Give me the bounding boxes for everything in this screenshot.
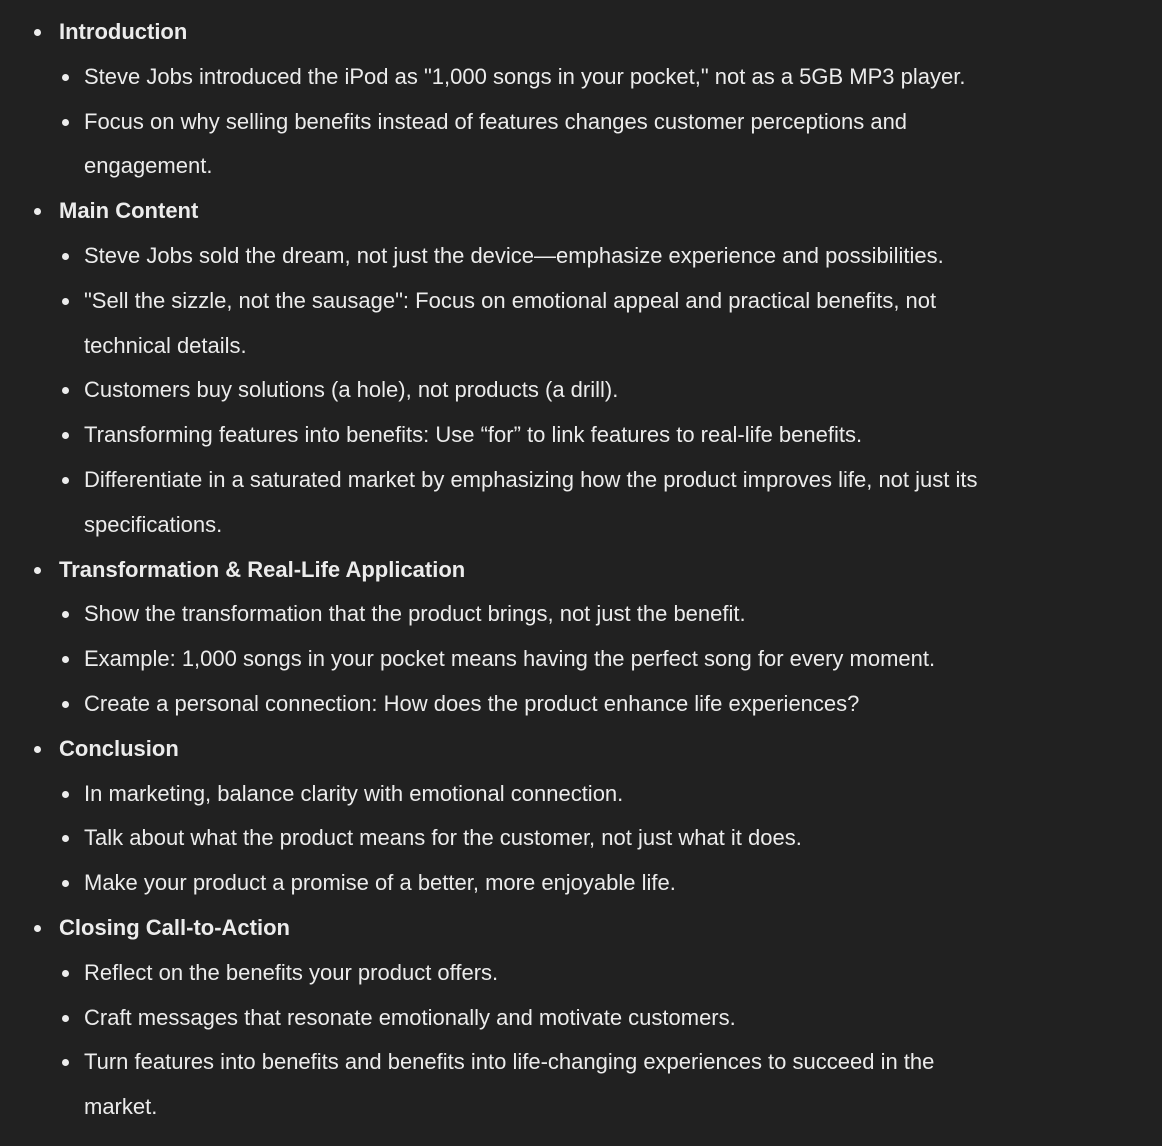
bullet-icon (62, 1015, 69, 1022)
list-item (0, 951, 994, 996)
bullet-icon (62, 611, 69, 618)
list-item (0, 234, 994, 279)
outline-section (0, 10, 994, 189)
outline-section (0, 548, 994, 727)
outline-section (0, 906, 994, 1130)
list-item (0, 996, 994, 1041)
list-item (0, 1040, 994, 1130)
bullet-icon (34, 208, 41, 215)
list-item-text: Steve Jobs introduced the iPod as "1,000 songs in your pocket," not as a 5GB MP3 player. (84, 63, 966, 89)
section-title-row (0, 189, 994, 234)
list-item-text: Reflect on the benefits your product offers. (84, 959, 499, 985)
section-title: Introduction (59, 19, 188, 44)
list-item-text: Customers buy solutions (a hole), not products (a drill). (84, 377, 619, 403)
list-item (0, 637, 994, 682)
bullet-icon (62, 253, 69, 260)
bullet-icon (62, 970, 69, 977)
list-item (0, 772, 994, 817)
list-item (0, 368, 994, 413)
list-item (0, 55, 994, 100)
list-item-text: Example: 1,000 songs in your pocket means having the perfect song for every moment. (84, 646, 936, 672)
bullet-icon (34, 925, 41, 932)
list-item-text: Steve Jobs sold the dream, not just the device—emphasize experience and possibilities. (84, 242, 944, 268)
bullet-icon (62, 477, 69, 484)
section-items (0, 234, 994, 548)
bullet-icon (34, 567, 41, 574)
bullet-icon (62, 298, 69, 305)
section-title: Closing Call-to-Action (59, 914, 290, 940)
list-item (0, 682, 994, 727)
list-item-text: In marketing, balance clarity with emotional connection. (84, 780, 624, 806)
bullet-icon (34, 29, 41, 36)
list-item (0, 816, 994, 861)
list-item (0, 592, 994, 637)
list-item-text: Create a personal connection: How does the product enhance life experiences? (84, 690, 860, 716)
list-item (0, 413, 994, 458)
section-title-row (0, 727, 994, 772)
bullet-icon (62, 432, 69, 439)
list-item (0, 100, 994, 190)
bullet-icon (62, 701, 69, 708)
list-item-text: Show the transformation that the product brings, not just the benefit. (84, 601, 746, 627)
list-item-text: Transforming features into benefits: Use “for” to link features to real-life benefits. (84, 422, 863, 448)
bullet-icon (62, 656, 69, 663)
list-item-text: Craft messages that resonate emotionally and motivate customers. (84, 1004, 736, 1030)
bullet-icon (62, 119, 69, 126)
bullet-icon (34, 746, 41, 753)
section-title-row (0, 10, 994, 55)
list-item-text: Make your product a promise of a better, more enjoyable life. (84, 870, 676, 896)
bullet-icon (62, 74, 69, 81)
section-title-row (0, 548, 994, 593)
list-item-text: Turn features into benefits and benefits into life-changing experiences to succeed in the market. (84, 1049, 935, 1120)
list-item-text: Differentiate in a saturated market by emphasizing how the product improves life, not just its specifications. (84, 466, 978, 537)
section-items (0, 951, 994, 1130)
section-items (0, 55, 994, 189)
list-item (0, 279, 994, 369)
section-title: Conclusion (59, 735, 179, 761)
list-item (0, 861, 994, 906)
outline-section (0, 189, 994, 547)
bullet-icon (62, 880, 69, 887)
section-title: Transformation & Real-Life Application (59, 556, 466, 582)
section-title: Main Content (59, 198, 199, 224)
list-item-text: "Sell the sizzle, not the sausage": Focus on emotional appeal and practical benefits, not technical details. (84, 287, 937, 358)
list-item-text: Talk about what the product means for the customer, not just what it does. (84, 825, 802, 851)
section-items (0, 772, 994, 906)
bullet-icon (62, 791, 69, 798)
outline-section (0, 727, 994, 906)
list-item-text: Focus on why selling benefits instead of features changes customer perceptions and engagement. (84, 108, 908, 179)
section-items (0, 592, 994, 726)
list-item (0, 458, 994, 548)
bullet-icon (62, 387, 69, 394)
bullet-icon (62, 1059, 69, 1066)
section-title-row (0, 906, 994, 951)
bullet-icon (62, 835, 69, 842)
